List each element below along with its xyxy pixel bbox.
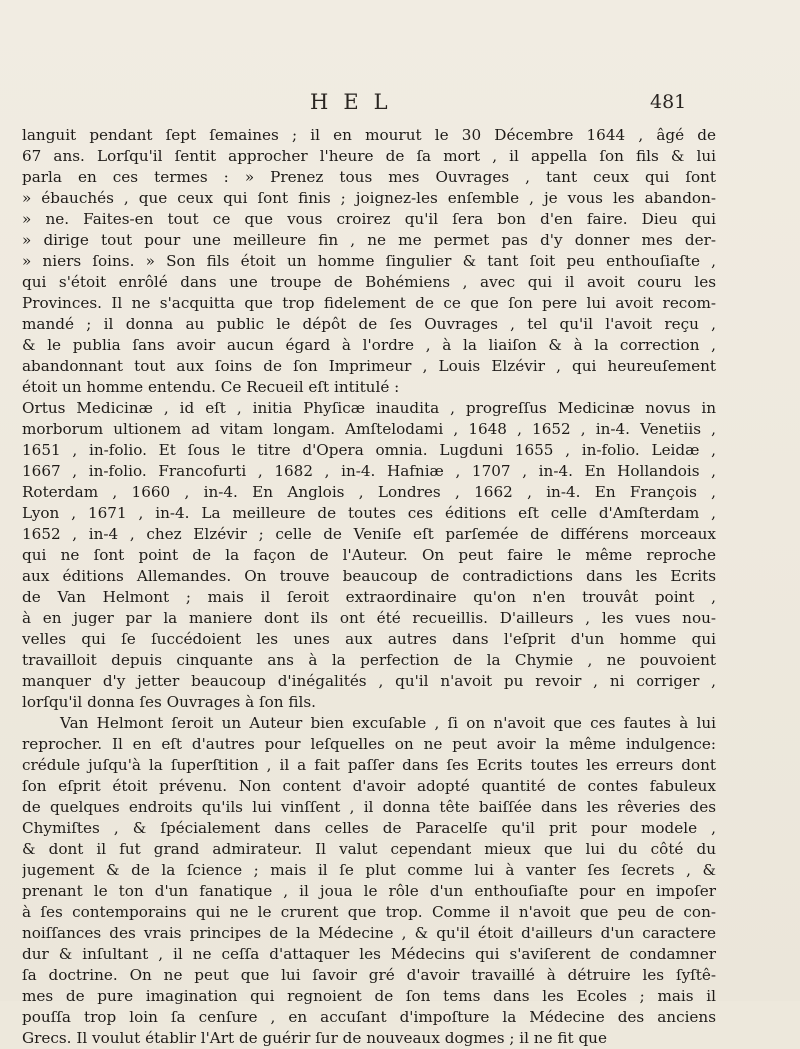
text-line: Lyon , 1671 , in-4. La meilleure de toutes ces éditions eſt celle d'Amſterdam , xyxy=(22,504,716,522)
text-line: de Van Helmont ; mais il ſeroit extraordinaire qu'on n'en trouvât point , xyxy=(22,588,716,606)
text-line: à ſes contemporains qui ne le crurent que trop. Comme il n'avoit que peu de con- xyxy=(22,903,716,921)
text-line: mes de pure imagination qui regnoient de ſon tems dans les Ecoles ; mais il xyxy=(22,987,716,1005)
text-line: » ébauchés , que ceux qui ſont finis ; joignez-les enſemble , je vous les abandon- xyxy=(22,189,716,207)
text-line: dur & inſultant , il ne ceſſa d'attaquer les Médecins qui s'aviſerent de condamner xyxy=(22,945,716,963)
text-line: 67 ans. Lorſqu'il ſentit approcher l'heure de ſa mort , il appella ſon fils & lui xyxy=(22,147,716,165)
text-line: ſon eſprit étoit prévenu. Non content d'avoir adopté quantité de contes fabuleux xyxy=(22,777,716,795)
text-line: parla en ces termes : » Prenez tous mes Ouvrages , tant ceux qui ſont xyxy=(22,168,716,186)
text-line: Chymiſtes , & ſpécialement dans celles de Paracelſe qu'il prit pour modele , xyxy=(22,819,716,837)
text-line: jugement & de la ſcience ; mais il ſe plut comme lui à vanter ſes ſecrets , & xyxy=(22,861,716,879)
text-line: & dont il fut grand admirateur. Il valut cependant mieux que lui du côté du xyxy=(22,840,716,858)
text-line: crédule juſqu'à la ſuperſtition , il a fait paſſer dans ſes Ecrits toutes les erreurs dont xyxy=(22,756,716,774)
text-line: pouſſa trop loin ſa cenſure , en accuſant d'impoſture la Médecine des anciens xyxy=(22,1008,716,1026)
text-line: Provinces. Il ne s'acquitta que trop fidelement de ce que ſon pere lui avoit recom- xyxy=(22,294,716,312)
text-line: » niers ſoins. » Son fils étoit un homme ſingulier & tant ſoit peu enthouſiaſte , xyxy=(22,252,716,270)
text-line: travailloit depuis cinquante ans à la perfection de la Chymie , ne pouvoient xyxy=(22,651,716,669)
text-line: reprocher. Il en eſt d'autres pour leſquelles on ne peut avoir la même indulgence: xyxy=(22,735,716,753)
text-line: qui s'étoit enrôlé dans une troupe de Bohémiens , avec qui il avoit couru les xyxy=(22,273,716,291)
text-line: » ne. Faites-en tout ce que vous croirez qu'il ſera bon d'en faire. Dieu qui xyxy=(22,210,716,228)
text-line: » dirige tout pour une meilleure fin , ne me permet pas d'y donner mes der- xyxy=(22,231,716,249)
text-line: noiſſances des vrais principes de la Médecine , & qu'il étoit d'ailleurs d'un caractere xyxy=(22,924,716,942)
text-line: velles qui ſe ſuccédoient les unes aux autres dans l'eſprit d'un homme qui xyxy=(22,630,716,648)
page-number: 481 xyxy=(650,91,687,113)
body-text xyxy=(22,125,718,1049)
text-line: qui ne ſont point de la façon de l'Auteur. On peut faire le même reproche xyxy=(22,546,716,564)
text-line: 1652 , in-4 , chez Elzévir ; celle de Veniſe eſt parſemée de différens morceaux xyxy=(22,525,716,543)
text-line: aux éditions Allemandes. On trouve beaucoup de contradictions dans les Ecrits xyxy=(22,567,716,585)
text-line: & le publia ſans avoir aucun égard à l'ordre , à la liaiſon & à la correction , xyxy=(22,336,716,354)
text-line: étoit un homme entendu. Ce Recueil eſt intitulé : xyxy=(22,378,400,396)
text-line: Ortus Medicinæ , id eſt , initia Phyſicæ inaudita , progreſſus Medicinæ novus in xyxy=(22,399,716,417)
text-line: Grecs. Il voulut établir l'Art de guérir ſur de nouveaux dogmes ; il ne fit que xyxy=(22,1029,607,1047)
text-line: lorſqu'il donna ſes Ouvrages à ſon fils. xyxy=(22,693,316,711)
text-line: morborum ultionem ad vitam longam. Amſtelodami , 1648 , 1652 , in-4. Venetiis , xyxy=(22,420,716,438)
text-line: à en juger par la maniere dont ils ont été recueillis. D'ailleurs , les vues nou- xyxy=(22,609,716,627)
running-head: HEL xyxy=(310,90,403,114)
text-line: Van Helmont ſeroit un Auteur bien excuſable , ſi on n'avoit que ces fautes à lui xyxy=(60,714,716,732)
text-line: ſa doctrine. On ne peut que lui ſavoir gré d'avoir travaillé à détruire les ſyſtê- xyxy=(22,966,716,984)
page-header xyxy=(0,90,800,120)
text-line: languit pendant ſept ſemaines ; il en mourut le 30 Décembre 1644 , âgé de xyxy=(22,126,716,144)
text-line: manquer d'y jetter beaucoup d'inégalités , qu'il n'avoit pu revoir , ni corriger , xyxy=(22,672,716,690)
text-line: Roterdam , 1660 , in-4. En Anglois , Londres , 1662 , in-4. En François , xyxy=(22,483,716,501)
text-line: prenant le ton d'un fanatique , il joua le rôle d'un enthouſiaſte pour en impoſer xyxy=(22,882,716,900)
text-line: 1651 , in-folio. Et ſous le titre d'Opera omnia. Lugduni 1655 , in-folio. Leidæ , xyxy=(22,441,716,459)
text-line: de quelques endroits qu'ils lui vinſſent , il donna tête baiſſée dans les rêveries des xyxy=(22,798,716,816)
text-line: abandonnant tout aux ſoins de ſon Imprimeur , Louis Elzévir , qui heureuſement xyxy=(22,357,716,375)
text-line: 1667 , in-folio. Francofurti , 1682 , in-4. Hafniæ , 1707 , in-4. En Hollandois , xyxy=(22,462,716,480)
text-line: mandé ; il donna au public le dépôt de ſes Ouvrages , tel qu'il l'avoit reçu , xyxy=(22,315,716,333)
